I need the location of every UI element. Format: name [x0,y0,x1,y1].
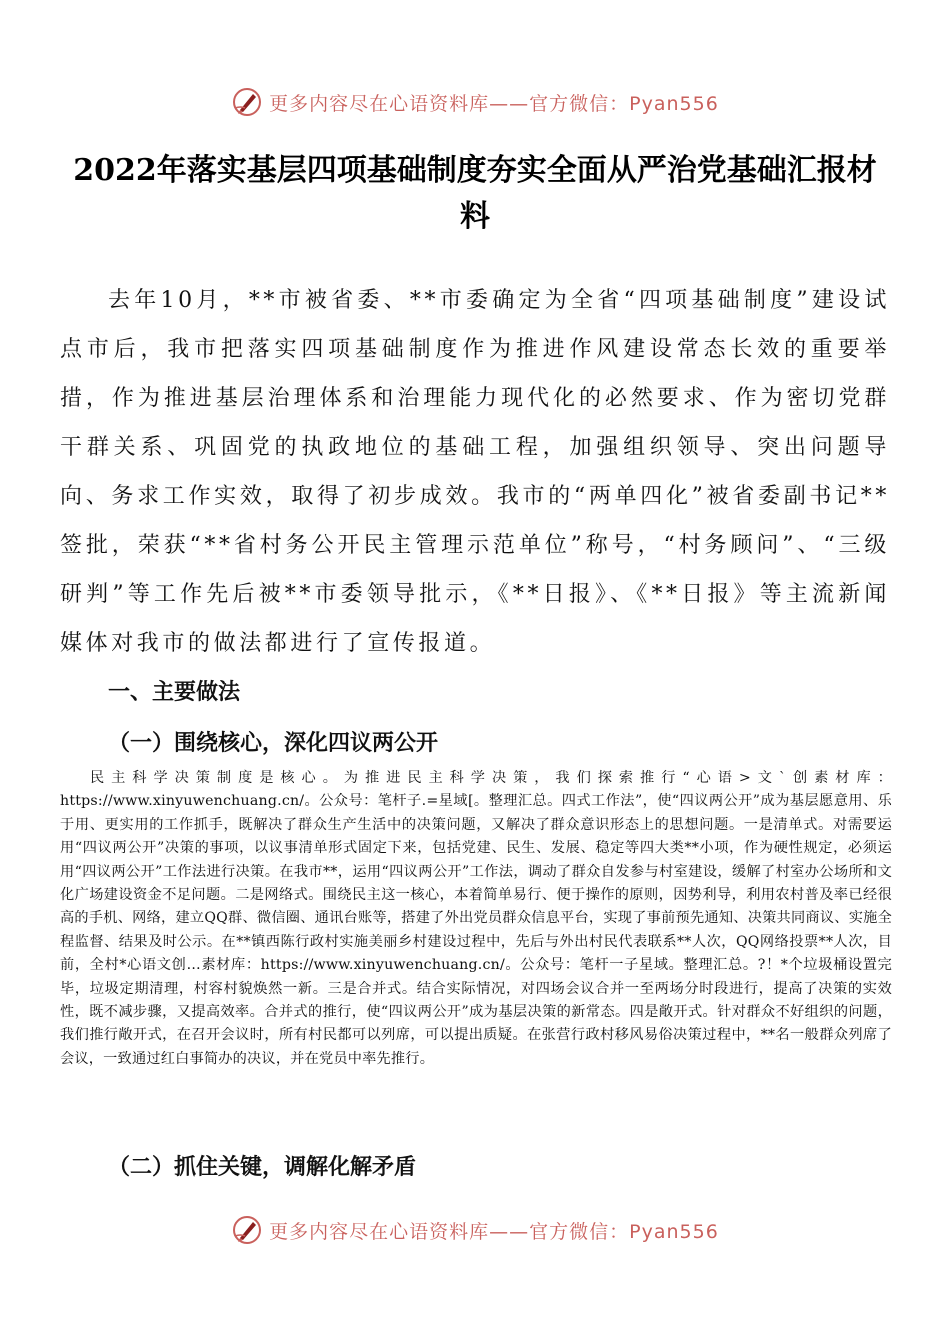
watermark-text: 更多内容尽在心语资料库——官方微信：Pyan556 [269,92,719,115]
section-heading-main-practices: 一、主要做法 [108,680,241,705]
pen-logo-icon [231,1214,263,1246]
pen-logo-icon [231,86,263,118]
footer-watermark [0,1210,950,1250]
watermark-text: 更多内容尽在心语资料库——官方微信：Pyan556 [269,1220,719,1243]
header-watermark [0,82,950,122]
document-title: 2022年落实基层四项基础制度夯实全面从严治党基础汇报材料 [73,153,877,234]
intro-paragraph: 去年10月，**市被省委、**市委确定为全省“四项基础制度”建设试点市后，我市把落实四项基础制度作为推进作风建设常态长效的重要举措，作为推进基层治理体系和治理能力现代化的必然要求、作为密切党群干群关系、巩固党的执政地位的基础工程，加强组织领导、突出问题导向、务求工作实效，取得了初步成效。我市的“两单四化”被省委副书记**签批，荣获“**省村务公开民主管理示范单位”称号，“村务顾问”、“三级研判”等工作先后被**市委领导批示，《**日报》、《**日报》等主流新闻媒体对我市的做法都进行了宣传报道。 [60,288,890,656]
subsection-heading-2: （二）抓住关键，调解化解矛盾 [108,1154,417,1180]
subsection-heading-1: （一）围绕核心，深化四议两公开 [108,730,439,756]
subsection-1-body: 民主科学决策制度是核心。为推进民主科学决策，我们探索推行“心语>文`创素材库：https://www.xinyuwenchuang.cn/。公众号：笔杆子.=星域[。整理汇总。四式工作法”，使“四议两公开”成为基层愿意用、乐于用、更实用的工作抓手，既解决了群众生产生活中的决策问题，又解决了群众意识形态上的思想问题。一是清单式。对需要运用“四议两公开”决策的事项，以议事清单形式固定下来，包括党建、民生、发展、稳定等四大类**小项，作为硬性规定，必须运用“四议两公开”工作法进行决策。在我市**，运用“四议两公开”工作法，调动了群众自发参与村室建设，缓解了村室办公场所和文化广场建设资金不足问题。二是网络式。围绕民主这一核心，本着简单易行、便于操作的原则，因势利导，利用农村普及率已经很高的手机、网络，建立QQ群、微信圈、通讯台账等，搭建了外出党员群众信息平台，实现了事前预先通知、决策共同商议、实施全程监督、结果及时公示。在**镇西陈行政村实施美丽乡村建设过程中，先后与外出村民代表联系**人次，QQ网络投票**人次，目前，全村*心语文创…素材库：https://www.xinyuwenchuang.cn/。公众号：笔杆一子星域。整理汇总。?！*个垃圾桶设置完毕，垃圾定期清理，村容村貌焕然一新。三是合并式。结合实际情况，对四场会议合并一至两场分时段进行，提高了决策的实效性，既不减步骤，又提高效率。合并式的推行，使“四议两公开”成为基层决策的新常态。四是敞开式。针对群众不好组织的问题，我们推行敞开式，在召开会议时，所有村民都可以列席，可以提出质疑。在张营行政村移风易俗决策过程中，**名一般群众列席了会议，一致通过红白事简办的决议，并在党员中率先推行。 [60,770,892,1067]
